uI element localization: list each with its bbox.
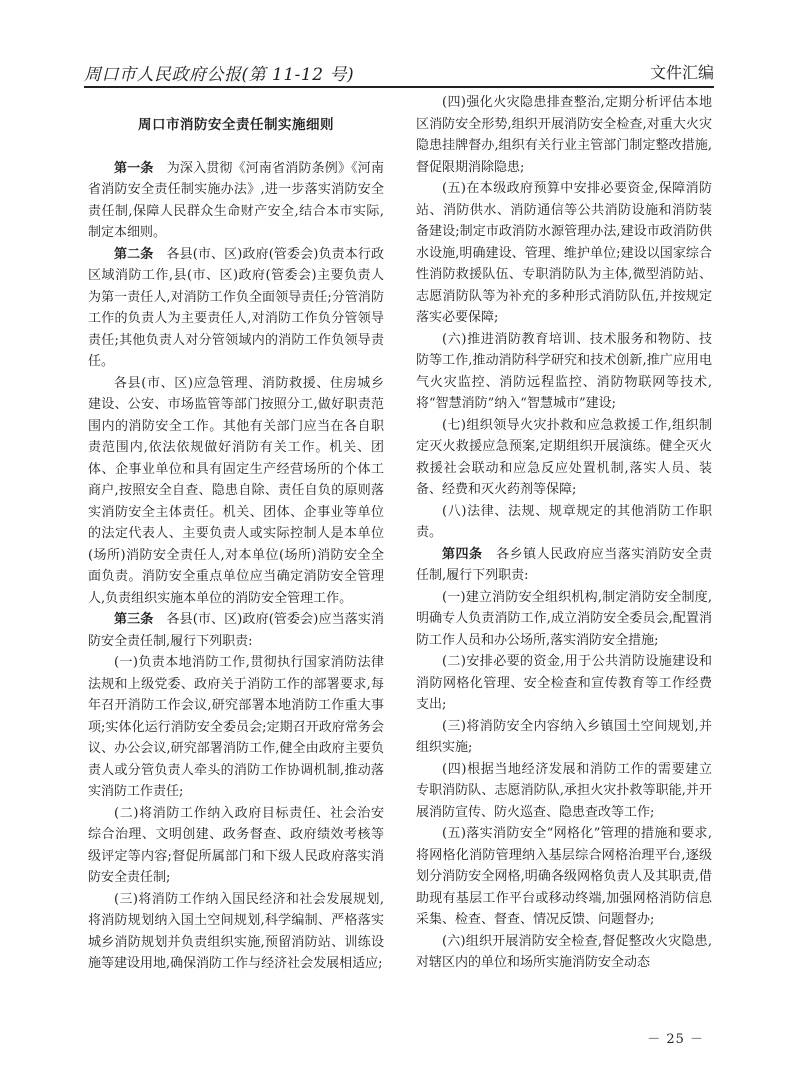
- section-title: 文件汇编: [649, 63, 714, 82]
- paragraph-text: 各县(市、区)应急管理、消防救援、住房城乡建设、公安、市场监管等部门按照分工,做好职责范围内的消防安全工作。其他有关部门应当在各自职责范围内,依法依规做好消防有关工作。机关、团体、企事业单位和具有固定生产经营场所的个体工商户,按照安全自查、隐患自除、责任自负的原则落实消防安全主体责任。机关、团体、企事业等单位的法定代表人、主要负责人或实际控制人是本单位(场所)消防安全责任人,对本单位(场所)消防安全全面负责。消防安全重点单位应当确定消防安全管理人,负责组织实施本单位的消防安全管理工作。: [88, 375, 384, 606]
- paragraph-text: (四)强化火灾隐患排查整治,定期分析评估本地区消防安全形势,组织开展消防安全检查,对重大火灾隐患挂牌督办,组织有关行业主管部门制定整改措施,督促限期消除隐患;: [416, 95, 712, 175]
- article-label: 第一条: [114, 160, 154, 176]
- paragraph-text: 各县(市、区)政府(管委会)应当落实消防安全责任制,履行下列职责:: [88, 612, 384, 649]
- paragraph-text: (四)根据当地经济发展和消防工作的需要建立专职消防队、志愿消防队,承担火灾扑救等职能,并开展消防宣传、防火巡查、隐患查改等工作;: [416, 761, 712, 820]
- paragraph-text: 为深入贯彻《河南省消防条例》《河南省消防安全责任制实施办法》,进一步落实消防安全责任制,保障人民群众生命财产安全,结合本市实际,制定本细则。: [88, 160, 384, 240]
- paragraph-text: (二)安排必要的资金,用于公共消防设施建设和消防网格化管理、安全检查和宣传教育等工作经费支出;: [416, 654, 712, 712]
- paragraph-text: (六)推进消防教育培训、技术服务和物防、技防等工作,推动消防科学研究和技术创新,推广应用电气火灾监控、消防远程监控、消防物联网等技术,将“智慧消防”纳入“智慧城市”建设;: [416, 331, 712, 411]
- paragraph: [88, 609, 384, 652]
- paragraph-text: (七)组织领导火灾扑救和应急救援工作,组织制定灭火救援应急预案,定期组织开展演练。健全灭火救援社会联动和应急反应处置机制,落实人员、装备、经费和灭火药剂等保障;: [416, 417, 712, 497]
- left-column: [88, 92, 384, 975]
- left-paragraphs: [88, 158, 384, 975]
- paragraph: [88, 889, 384, 975]
- paragraph-text: (一)负责本地消防工作,贯彻执行国家消防法律法规和上级党委、政府关于消防工作的部署要求,每年召开消防工作会议,研究部署本地消防工作重大事项;实体化运行消防安全委员会;定期召开政府常务会议、办公会议,研究部署消防工作,健全由政府主要负责人或分管负责人牵头的消防工作协调机制,推动落实消防工作责任;: [88, 655, 384, 799]
- page-header: [84, 58, 714, 84]
- paragraph: [416, 92, 712, 178]
- right-paragraphs: [416, 92, 712, 974]
- paragraph-text: (五)落实消防安全“网格化”管理的措施和要求,将网格化消防管理纳入基层综合网格治理平台,逐级划分消防安全网格,明确各级网格负责人及其职责,借助现有基层工作平台或移动终端,加强网格消防信息采集、检查、督查、情况反馈、问题督办;: [416, 826, 712, 927]
- paragraph: [416, 501, 712, 544]
- paragraph: [416, 931, 712, 974]
- paragraph: [416, 329, 712, 415]
- paragraph: [416, 823, 712, 931]
- paragraph-text: (八)法律、法规、规章规定的其他消防工作职责。: [416, 503, 712, 540]
- right-column: [416, 92, 712, 974]
- article-label: 第四条: [442, 546, 483, 562]
- paragraph: [88, 803, 384, 889]
- paragraph-text: (三)将消防安全内容纳入乡镇国土空间规划,并组织实施;: [416, 718, 712, 755]
- paragraph-text: 各乡镇人民政府应当落实消防安全责任制,履行下列职责:: [416, 546, 712, 583]
- paragraph: [88, 652, 384, 803]
- paragraph: [416, 716, 712, 759]
- paragraph-text: (一)建立消防安全组织机构,制定消防安全制度,明确专人负责消防工作,成立消防安全委员会,配置消防工作人员和办公场所,落实消防安全措施;: [416, 589, 712, 648]
- paragraph-text: (五)在本级政府预算中安排必要资金,保障消防站、消防供水、消防通信等公共消防设施和消防装备建设;制定市政消防水源管理办法,建设市政消防供水设施,明确建设、管理、维护单位;建设以国家综合性消防救援队伍、专职消防队为主体,微型消防站、志愿消防队等为补充的多种形式消防队伍,并按规定落实必要保障;: [416, 181, 712, 325]
- paragraph: [416, 651, 712, 716]
- paragraph-text: 各县(市、区)政府(管委会)负责本行政区域消防工作,县(市、区)政府(管委会)主要负责人为第一责任人,对消防工作负全面领导责任;分管消防工作的负责人为主要责任人,对消防工作负分管领导责任;其他负责人对分管领域内的消防工作负领导责任。: [88, 246, 384, 369]
- paragraph: [88, 244, 384, 373]
- paragraph-text: (六)组织开展消防安全检查,督促整改火灾隐患,对辖区内的单位和场所实施消防安全动态: [416, 933, 712, 970]
- paragraph: [88, 158, 384, 244]
- header-rule: [84, 86, 714, 88]
- paragraph: [416, 178, 712, 329]
- paragraph-text: (二)将消防工作纳入政府目标责任、社会治安综合治理、文明创建、政务督查、政府绩效考核等级评定等内容;督促所属部门和下级人民政府落实消防安全责任制;: [88, 805, 384, 885]
- page-number: － 25 －: [647, 1032, 704, 1047]
- paragraph: [416, 587, 712, 652]
- paragraph: [416, 544, 712, 587]
- paragraph: [416, 415, 712, 501]
- paragraph: [416, 759, 712, 824]
- document-title: 周口市消防安全责任制实施细则: [138, 117, 334, 133]
- paragraph: [88, 373, 384, 610]
- bulletin-title: 周口市人民政府公报(第 11-12 号): [84, 65, 355, 85]
- article-label: 第三条: [114, 612, 154, 627]
- paragraph-text: (三)将消防工作纳入国民经济和社会发展规划,将消防规划纳入国土空间规划,科学编制、严格落实城乡消防规划并负责组织实施,预留消防站、训练设施等建设用地,确保消防工作与经济社会发展相适应;: [88, 891, 384, 971]
- article-label: 第二条: [114, 246, 154, 262]
